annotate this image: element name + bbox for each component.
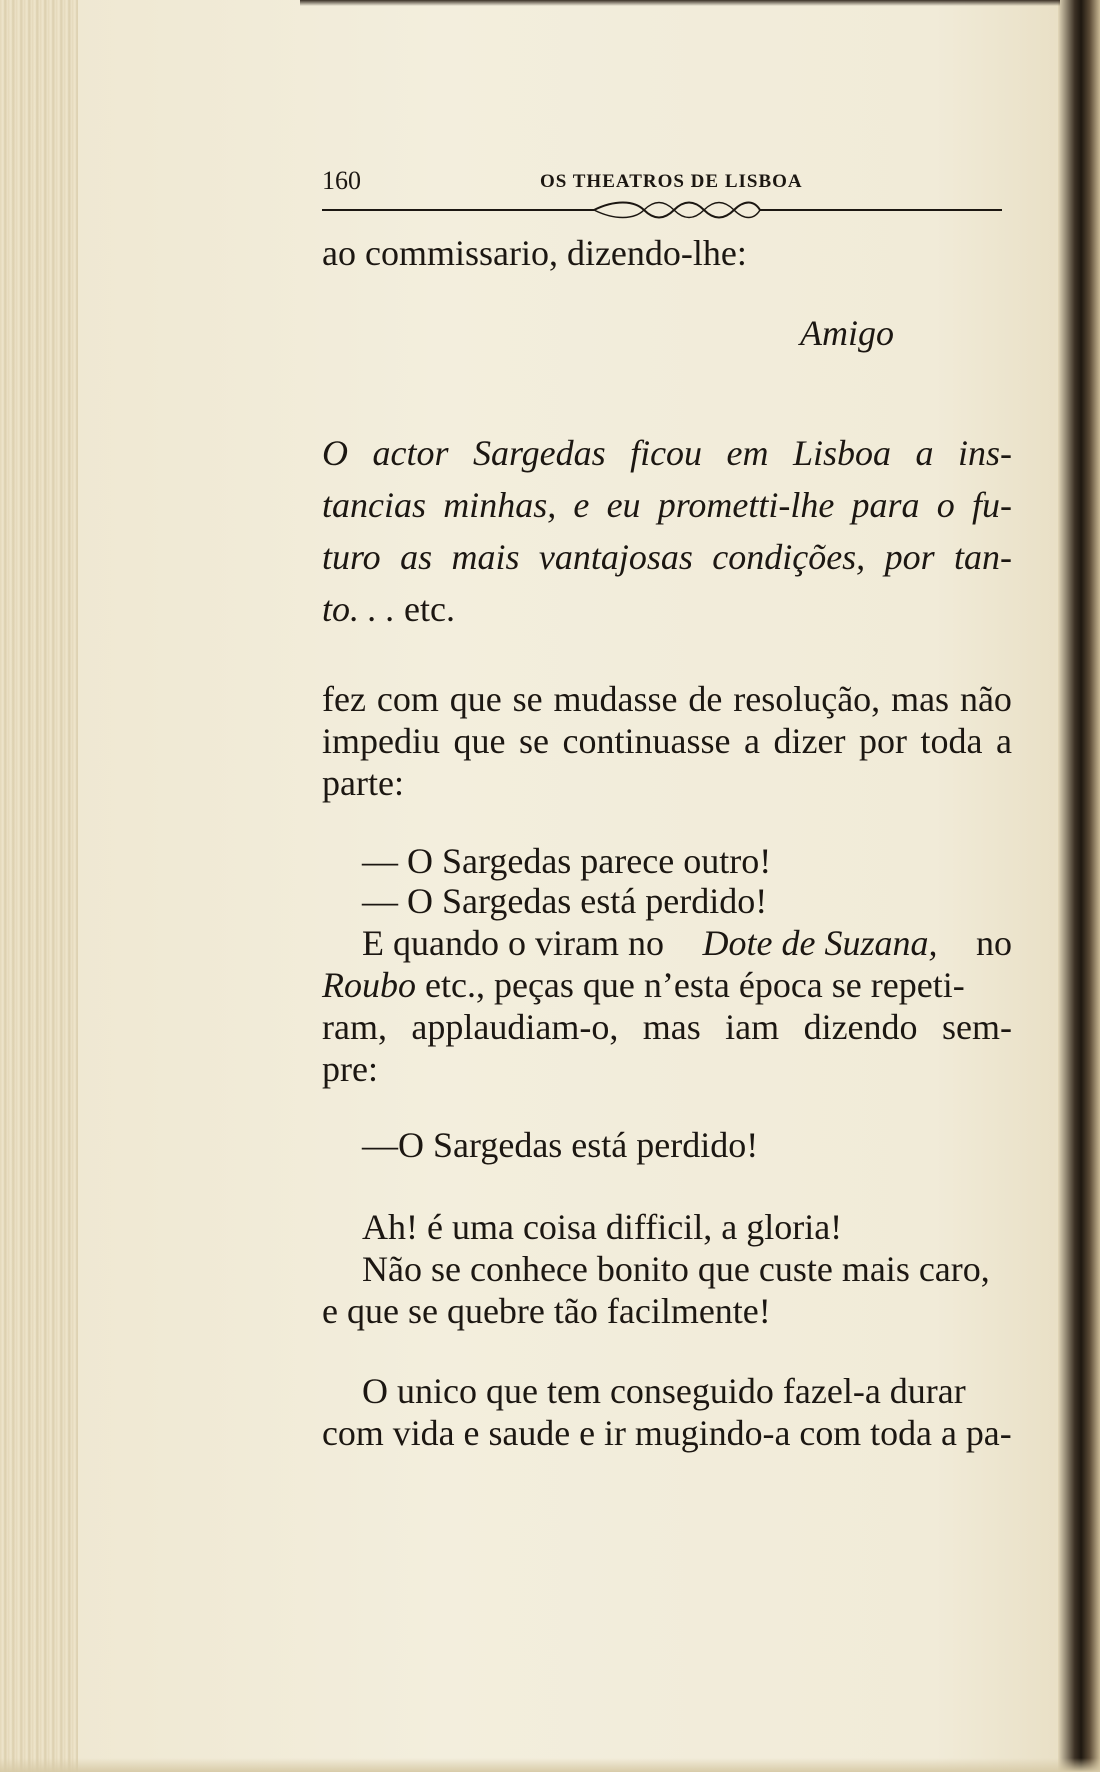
book-spine-right-edge	[1058, 0, 1100, 1772]
dialogue-line: — O Sargedas parece outro!	[362, 841, 772, 881]
text-line: ram, applaudiam-o, mas iam dizendo sem-	[322, 1007, 1012, 1047]
dialogue-line: —O Sargedas está perdido!	[362, 1125, 759, 1165]
running-head	[322, 166, 1002, 194]
top-shadow-edge	[300, 0, 1060, 6]
text-line: ao commissario, dizendo-lhe:	[322, 233, 747, 273]
text-line: Não se conhece bonito que custe mais caro,	[362, 1249, 990, 1289]
dialogue-line: — O Sargedas está perdido!	[362, 881, 768, 921]
text-line: Ah! é uma coisa difficil, a gloria!	[362, 1207, 843, 1247]
text-line: pre:	[322, 1049, 378, 1089]
text-line: impediu que se continuasse a dizer por toda a	[322, 721, 1012, 761]
text-line: e que se quebre tão facilmente!	[322, 1291, 771, 1331]
page-stack-left-edge	[0, 0, 78, 1772]
text-line: com vida e saude e ir mugindo-a com toda a pa-	[322, 1413, 1012, 1453]
letter-line: to. . . etc.	[322, 589, 455, 629]
text-line: parte:	[322, 763, 404, 803]
text-line: Roubo etc., peças que n’esta época se repeti-	[322, 965, 965, 1005]
letter-salutation: Amigo	[800, 313, 894, 353]
text-line: fez com que se mudasse de resolução, mas não	[322, 679, 1012, 719]
letter-line: tancias minhas, e eu prometti-lhe para o fu-	[322, 485, 1012, 525]
book-title: OS THEATROS DE LISBOA	[540, 171, 803, 192]
text-line: E quando o viram no Dote de Suzana, no	[362, 923, 1012, 963]
letter-line: turo as mais vantajosas condições, por tan-	[322, 537, 1012, 577]
bottom-edge	[0, 1758, 1100, 1772]
letter-line: O actor Sargedas ficou em Lisboa a ins-	[322, 433, 1012, 473]
page-number: 160	[322, 166, 361, 195]
text-line: O unico que tem conseguido fazel-a durar	[362, 1371, 966, 1411]
ornamental-rule	[322, 198, 1002, 220]
